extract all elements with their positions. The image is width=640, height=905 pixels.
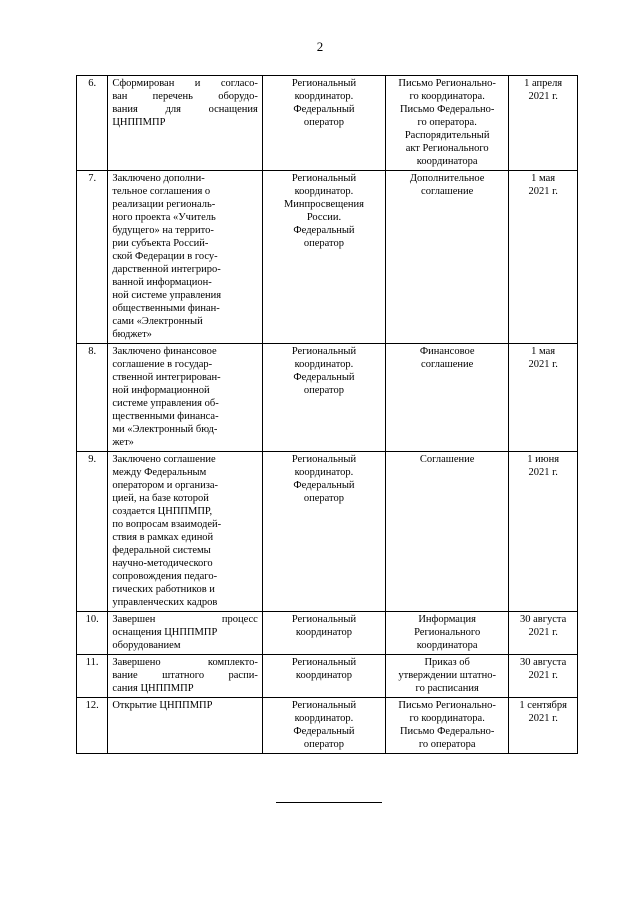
document-cell-line: Информация: [418, 614, 476, 625]
event-cell-line: сами «Электронный: [112, 316, 203, 327]
responsible-cell-line: координатор: [295, 670, 352, 681]
event-cell-line: Заключено финансовое: [112, 346, 217, 357]
document-cell-line: Распорядительный: [404, 130, 490, 141]
responsible-cell-line: координатор.: [294, 713, 354, 724]
date-cell-line: 30 августа: [519, 657, 567, 668]
date-cell: [509, 76, 578, 171]
document-cell: [386, 76, 509, 171]
responsible-cell-line: оператор: [303, 117, 345, 128]
responsible-cell-line: Федеральный: [293, 726, 355, 737]
responsible-cell-line: Федеральный: [293, 104, 355, 115]
document-cell-line: Финансовое: [419, 346, 475, 357]
date-cell-line: 2021 г.: [528, 467, 558, 478]
document-cell-line: Соглашение: [419, 454, 475, 465]
date-cell-line: 1 сентября: [519, 700, 567, 711]
responsible-cell-line: координатор.: [294, 91, 354, 102]
document-cell-line: Письмо Регионально-: [398, 78, 496, 89]
document-cell: [386, 655, 509, 698]
page-number: 2: [316, 39, 324, 54]
event-cell-line: оборудованием: [112, 640, 181, 651]
row-number-cell: 10.: [77, 612, 108, 655]
event-cell-line: жет»: [112, 437, 134, 448]
document-cell-line: Регионального: [414, 627, 481, 638]
event-cell-line: вание штатного распи-: [112, 670, 258, 681]
document-cell-line: координатора: [416, 156, 478, 167]
responsible-cell-line: координатор.: [294, 186, 354, 197]
event-cell-line: Открытие ЦНППМПР: [112, 700, 213, 711]
event-cell: [108, 344, 263, 452]
event-cell-line: ЦНППМПР: [112, 117, 166, 128]
event-cell-line: ской Федерации в госу-: [112, 251, 218, 262]
event-cell-line: ван перечень оборудо-: [112, 91, 258, 102]
date-cell: [509, 452, 578, 612]
event-cell-line: системе управления об-: [112, 398, 219, 409]
date-cell-line: 2021 г.: [528, 186, 558, 197]
event-cell-line: Заключено соглашение: [112, 454, 216, 465]
row-number-cell: 12.: [77, 698, 108, 754]
document-cell: [386, 344, 509, 452]
event-cell-line: управленческих кадров: [112, 597, 218, 608]
event-cell-line: сания ЦНППМПР: [112, 683, 194, 694]
event-cell-line: дарственной интегриро-: [112, 264, 221, 275]
responsible-cell-line: Региональный: [291, 700, 357, 711]
responsible-cell-line: Региональный: [291, 454, 357, 465]
date-cell-line: 2021 г.: [528, 359, 558, 370]
event-cell-line: ствия в рамках единой: [112, 532, 214, 543]
responsible-cell: [262, 171, 385, 344]
event-cell-line: ванной информацион-: [112, 277, 212, 288]
event-cell-line: создается ЦНППМПР,: [112, 506, 213, 517]
responsible-cell-line: координатор.: [294, 467, 354, 478]
document-cell: [386, 171, 509, 344]
event-cell-line: сопровождения педаго-: [112, 571, 218, 582]
table-row: [77, 344, 578, 452]
responsible-cell-line: Региональный: [291, 173, 357, 184]
document-cell-line: Приказ об: [424, 657, 470, 668]
event-cell-line: между Федеральным: [112, 467, 207, 478]
event-cell-line: Завершен процесс: [112, 614, 258, 625]
responsible-cell: [262, 612, 385, 655]
events-table-body: [77, 76, 578, 754]
date-cell: [509, 655, 578, 698]
event-cell-line: ственной интегрирован-: [112, 372, 221, 383]
document-cell-line: Дополнительное: [409, 173, 485, 184]
document-cell-line: го расписания: [415, 683, 479, 694]
date-cell: [509, 344, 578, 452]
event-cell-line: ного проекта «Учитель: [112, 212, 216, 223]
event-cell-line: научно-методического: [112, 558, 213, 569]
date-cell-line: 2021 г.: [528, 713, 558, 724]
responsible-cell-line: Федеральный: [293, 372, 355, 383]
document-cell-line: соглашение: [421, 186, 474, 197]
event-cell-line: ми «Электронный бюд-: [112, 424, 218, 435]
event-cell-line: соглашение в государ-: [112, 359, 213, 370]
date-cell-line: 2021 г.: [528, 91, 558, 102]
event-cell-line: по вопросам взаимодей-: [112, 519, 222, 530]
responsible-cell-line: координатор: [295, 627, 352, 638]
date-cell-line: 30 августа: [519, 614, 567, 625]
responsible-cell: [262, 452, 385, 612]
document-cell-line: утверждении штатно-: [398, 670, 496, 681]
table-row: [77, 171, 578, 344]
event-cell: [108, 612, 263, 655]
date-cell: [509, 698, 578, 754]
event-cell-line: ной системе управления: [112, 290, 222, 301]
event-cell: [108, 171, 263, 344]
responsible-cell-line: Федеральный: [293, 225, 355, 236]
responsible-cell-line: координатор.: [294, 359, 354, 370]
event-cell-line: бюджет»: [112, 329, 152, 340]
responsible-cell: [262, 698, 385, 754]
responsible-cell-line: Минпросвещения: [283, 199, 364, 210]
date-cell: [509, 612, 578, 655]
document-cell-line: соглашение: [421, 359, 474, 370]
responsible-cell: [262, 344, 385, 452]
table-row: [77, 612, 578, 655]
row-number-cell: 8.: [77, 344, 108, 452]
date-cell-line: 1 мая: [531, 346, 556, 357]
event-cell-line: оператором и организа-: [112, 480, 219, 491]
event-cell: [108, 698, 263, 754]
responsible-cell-line: оператор: [303, 385, 345, 396]
row-number-cell: 9.: [77, 452, 108, 612]
document-cell-line: го координатора.: [409, 91, 485, 102]
document-cell: [386, 452, 509, 612]
responsible-cell: [262, 655, 385, 698]
document-cell: [386, 698, 509, 754]
document-cell-line: акт Регионального: [405, 143, 489, 154]
document-cell-line: го оператора.: [417, 117, 477, 128]
row-number-cell: 7.: [77, 171, 108, 344]
footer-rule: [276, 802, 382, 803]
event-cell: [108, 76, 263, 171]
event-cell-line: вания для оснащения: [112, 104, 258, 115]
event-cell-line: ной информационной: [112, 385, 210, 396]
document-cell-line: го оператора: [418, 739, 476, 750]
responsible-cell-line: Региональный: [291, 657, 357, 668]
responsible-cell-line: оператор: [303, 493, 345, 504]
table-row: [77, 76, 578, 171]
responsible-cell-line: Региональный: [291, 614, 357, 625]
date-cell-line: 2021 г.: [528, 670, 558, 681]
date-cell-line: 2021 г.: [528, 627, 558, 638]
responsible-cell-line: Федеральный: [293, 480, 355, 491]
event-cell-line: федеральной системы: [112, 545, 211, 556]
table-row: [77, 698, 578, 754]
events-table: [76, 75, 578, 754]
event-cell-line: общественными финан-: [112, 303, 220, 314]
event-cell-line: оснащения ЦНППМПР: [112, 627, 218, 638]
document-cell-line: координатора: [416, 640, 478, 651]
event-cell-line: Завершено комплекто-: [112, 657, 258, 668]
row-number-cell: 6.: [77, 76, 108, 171]
document-cell-line: Письмо Регионально-: [398, 700, 496, 711]
event-cell-line: будущего» на террито-: [112, 225, 214, 236]
responsible-cell-line: Региональный: [291, 78, 357, 89]
responsible-cell-line: оператор: [303, 238, 345, 249]
responsible-cell-line: Региональный: [291, 346, 357, 357]
event-cell-line: Сформирован и согласо-: [112, 78, 258, 89]
event-cell: [108, 655, 263, 698]
event-cell: [108, 452, 263, 612]
date-cell-line: 1 июня: [527, 454, 560, 465]
date-cell: [509, 171, 578, 344]
document-cell-line: го координатора.: [409, 713, 485, 724]
row-number-cell: 11.: [77, 655, 108, 698]
date-cell-line: 1 мая: [531, 173, 556, 184]
table-row: [77, 452, 578, 612]
event-cell-line: щественными финанса-: [112, 411, 219, 422]
event-cell-line: тельное соглашения о: [112, 186, 211, 197]
document-cell-line: Письмо Федерально-: [399, 726, 495, 737]
responsible-cell-line: России.: [306, 212, 342, 223]
event-cell-line: гических работников и: [112, 584, 215, 595]
date-cell-line: 1 апреля: [524, 78, 563, 89]
responsible-cell-line: оператор: [303, 739, 345, 750]
event-cell-line: Заключено дополни-: [112, 173, 205, 184]
document-cell: [386, 612, 509, 655]
event-cell-line: цией, на базе которой: [112, 493, 209, 504]
responsible-cell: [262, 76, 385, 171]
event-cell-line: рии субъекта Россий-: [112, 238, 209, 249]
table-row: [77, 655, 578, 698]
event-cell-line: реализации региональ-: [112, 199, 216, 210]
document-cell-line: Письмо Федерально-: [399, 104, 495, 115]
